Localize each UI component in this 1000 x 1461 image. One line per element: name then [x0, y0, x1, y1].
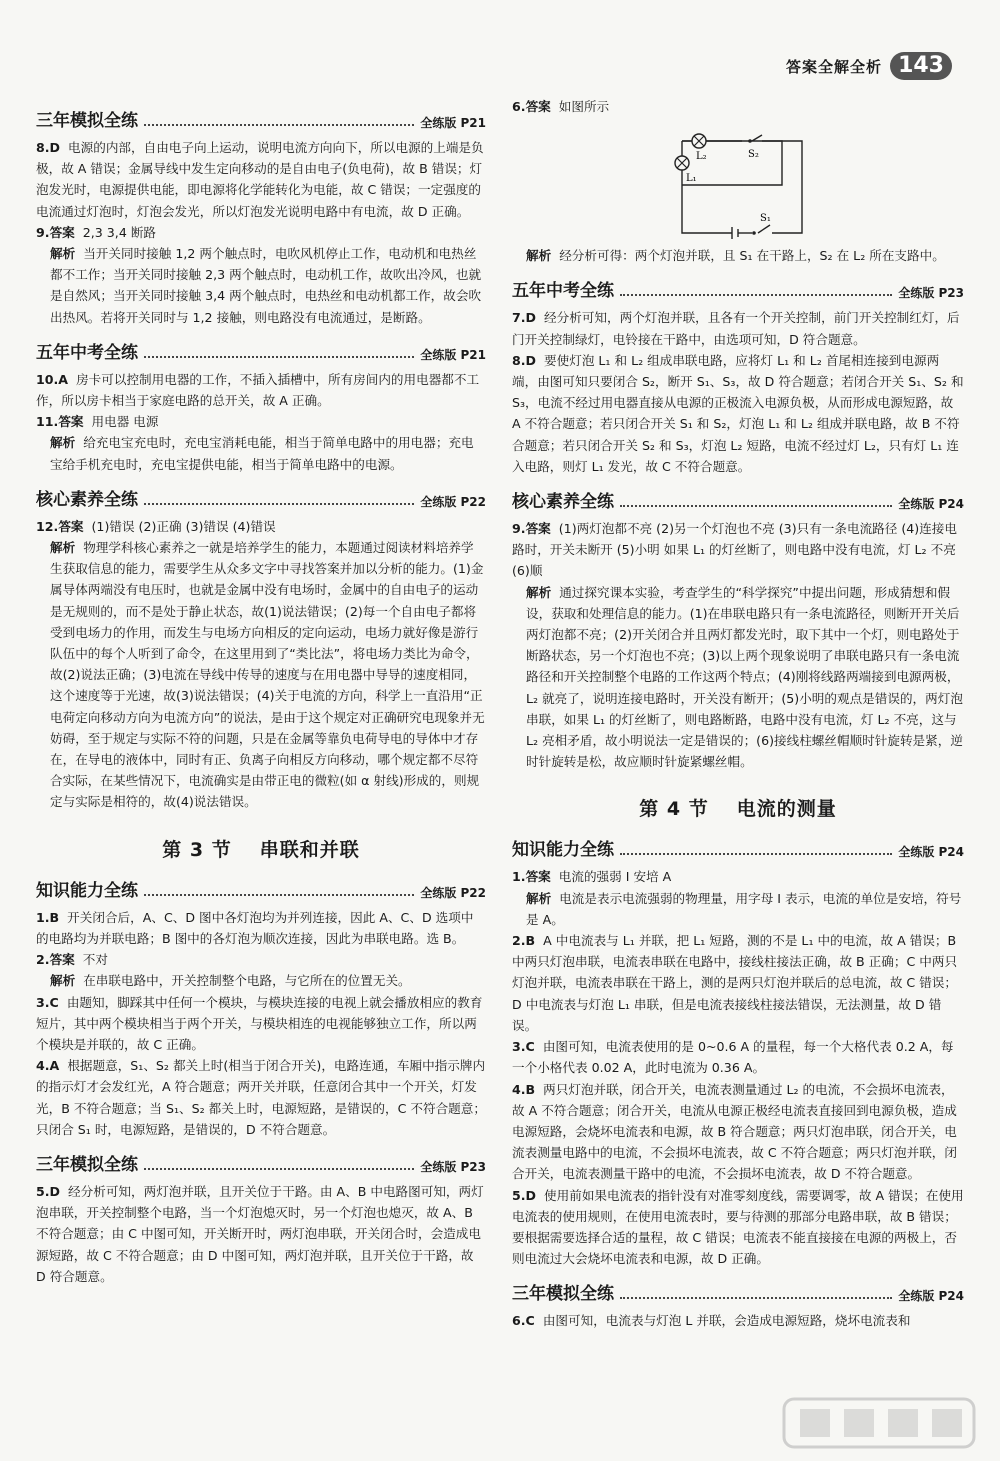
answer-item	[36, 411, 486, 432]
item-text: 开关闭合后，A、C、D 图中各灯泡均为并列连接，因此 A、C、D 选项中的电路均为并联电路；B 图中的各灯泡为顺次连接，因此为串联电路。选 B。	[36, 909, 474, 946]
item-number: 3.C	[36, 994, 59, 1010]
section-page: 全练版 P24	[898, 1289, 964, 1304]
dotted-rule	[620, 853, 892, 855]
item-text: 经分析可知，两灯泡并联，且开关位于干路。由 A、B 中电路图可知，两灯泡串联，开关控制整个电路，当一个灯泡熄灭时，另一个灯泡也熄灭，故 A、B 不符合题意；由 C 中图可知，开关断开时，两灯泡串联，开关闭合时，会造成电源短路，故 C 不符合题意；由 D 中图可知，两灯泡并联，且开关位于干路，故 D 符合题意。	[36, 1183, 484, 1284]
chapter-name: 电流的测量	[736, 798, 837, 821]
item-text: 根据题意，S₁、S₂ 都关上时(相当于闭合开关)，电路连通，车厢中指示牌内的指示灯才会发红光，A 符合题意；两开关并联，任意闭合其中一个开关，灯发光，B 不符合题意；当 S₁、S₂ 都关上时，电源短路，是错误的，C 不符合题意；只闭合 S₁ 时，电源短路，是错误的，D 不符合题意。	[36, 1058, 486, 1137]
item-number: 3.C	[512, 1039, 535, 1055]
section-title: 五年中考全练	[36, 342, 138, 363]
section-header	[512, 835, 964, 860]
answer-item	[36, 1055, 486, 1140]
section-header	[36, 876, 486, 901]
chapter-number: 第 4 节	[639, 798, 709, 821]
explanation	[36, 970, 486, 991]
section-title: 核心素养全练	[36, 489, 138, 510]
answer-item	[36, 369, 486, 411]
header-title: 答案全解全析	[786, 57, 883, 76]
section-header	[36, 485, 486, 510]
dotted-rule	[144, 124, 414, 126]
answer-item	[512, 866, 964, 887]
answer-item	[36, 222, 486, 243]
item-text: 经分析可知，两个灯泡并联，且各有一个开关控制，前门开关控制红灯，后门开关控制绿灯，电铃接在干路中，由选项可知，D 符合题意。	[512, 310, 960, 347]
answer-item	[512, 1185, 964, 1270]
lamp-l2-icon	[692, 134, 706, 148]
dotted-rule	[144, 894, 414, 896]
answer-item	[512, 350, 964, 477]
section-header	[512, 276, 964, 301]
chapter-title	[36, 835, 486, 862]
answer-item	[36, 516, 486, 537]
explanation	[36, 537, 486, 813]
item-number: 7.D	[512, 310, 537, 326]
explanation-text: 在串联电路中，开关控制整个电路，与它所在的位置无关。	[83, 973, 411, 989]
item-number: 8.D	[36, 140, 61, 155]
answer-item	[36, 907, 486, 949]
chapter-number: 第 3 节	[162, 838, 232, 861]
section-title: 三年模拟全练	[512, 1284, 614, 1305]
section-header	[512, 1279, 964, 1304]
item-text: 由题知，脚踩其中任何一个模块，与模块连接的电视上就会播放相应的教育短片，其中两个模块相当于两个开关，与模块相连的电视能够独立工作，所以两个模块是并联的，故 C 正确。	[36, 994, 483, 1052]
item-number: 1.	[512, 869, 526, 885]
item-number: 4.B	[512, 1081, 536, 1097]
lamp-l1-icon	[675, 156, 689, 170]
item-text: 两只灯泡并联，闭合开关，电流表测量通过 L₂ 的电流，不会损坏电流表，故 A 不符合题意；闭合开关，电流从电源正极经电流表直接回到电源负极，造成电源短路，会烧坏电流表和电源，故 B 符合题意；两只灯泡串联，闭合开关，电流表测量电路中的电流，不会损坏电流表，故 C 不符合题意；两只灯泡并联，闭合开关，电流表测量干路中的电流，不会损坏电流表，故 D 不符合题意。	[512, 1081, 957, 1182]
answer-text: 2,3 3,4 断路	[82, 224, 157, 240]
switch-s2-blade	[752, 135, 762, 141]
section-header	[512, 487, 964, 512]
left-column	[36, 96, 486, 1287]
item-text: 由图可知，电流表与灯泡 L 并联，会造成电源短路，烧坏电流表和	[542, 1313, 911, 1329]
explanation	[36, 243, 486, 328]
dotted-rule	[144, 1168, 414, 1170]
answer-label: 答案	[49, 952, 75, 968]
section-header	[36, 1150, 486, 1175]
section-title: 三年模拟全练	[36, 1154, 138, 1175]
answer-label: 答案	[49, 224, 75, 240]
chapter-title	[512, 794, 964, 821]
section-page: 全练版 P24	[898, 497, 964, 512]
explanation	[36, 432, 486, 474]
answer-item	[512, 1310, 964, 1331]
explanation-label: 解析	[50, 973, 76, 989]
item-number: 12.	[36, 518, 59, 534]
section-page: 全练版 P24	[898, 845, 964, 860]
dotted-rule	[620, 505, 892, 507]
item-number: 9.	[36, 224, 50, 240]
answer-text: 如图所示	[558, 99, 610, 114]
item-number: 9.	[512, 521, 526, 537]
answer-label: 答案	[525, 869, 551, 885]
switch-contact	[748, 139, 752, 143]
explanation-label: 解析	[50, 435, 76, 451]
explanation-text: 物理学科核心素养之一就是培养学生的能力，本题通过阅读材料培养学生获取信息的能力，需要学生从众多文字中寻找答案并加以分析的能力。(1)金属导体两端没有电压时，也就是金属中没有电场时，金属中的自由电子的运动是无规则的，而不是处于静止状态，故(1)说法错误；(2)每一个自由电子都将受到电场力的作用，而发生与电场方向相反的定向运动，电场力就好像是游行队伍中的每个人听到了命令，在这里用到了“类比法”，将电场力类比为命令，故(2)说法正确；(3)电流在导线中传导的速度与在用电器中导导的速度相同，这个速度等于光速，故(3)说法错误；(4)关于电流的方向，科学上一直沿用“正电荷定向移动方向为电流方向”的说法，是由于这个规定对正确研究电现象并无妨碍，至于规定与实际不符的问题，只是在金属等靠负电荷导电的导体中才存在，在导电的液体中，同时有正、负离子向相反方向移动，哪个规定都不尽符合实际，在某些情况下，电流确实是由带正电的微粒(如 α 射线)形成的，则规定与实际是相符的，故(4)说法错误。	[50, 540, 485, 810]
section-title: 知识能力全练	[36, 880, 138, 901]
answer-item	[512, 1036, 964, 1078]
answer-text: (1)错误 (2)正确 (3)错误 (4)错误	[91, 518, 276, 534]
explanation-label: 解析	[50, 540, 76, 556]
answer-label: 答案	[58, 414, 84, 430]
right-column	[512, 96, 964, 1332]
explanation-label: 解析	[526, 890, 552, 906]
answer-item	[512, 518, 964, 582]
dotted-rule	[620, 294, 892, 296]
explanation	[512, 582, 964, 773]
answer-item	[512, 1079, 964, 1185]
item-text: A 中电流表与 L₁ 并联，把 L₁ 短路，测的不是 L₁ 中的电流，故 A 错误；B 中两只灯泡串联，电流表串联在电路中，接线柱接法正确，故 B 正确；C 中两只灯泡并联，电流表串联在干路上，测的是两只灯泡并联后的总电流，故 C 错误；D 中电流表与灯泡 L₁ 串联，但是电流表接线柱接法错误，无法测量，故 D 错误。	[512, 933, 958, 1033]
answer-label: 答案	[525, 521, 551, 537]
explanation-text: 给充电宝充电时，充电宝消耗电能，相当于简单电路中的用电器；充电宝给手机充电时，充电宝提供电能，相当于简单电路中的电源。	[50, 435, 474, 472]
section-page: 全练版 P22	[420, 494, 486, 509]
section-title: 知识能力全练	[512, 840, 614, 861]
item-number: 10.A	[36, 371, 69, 387]
item-number: 8.D	[512, 352, 537, 368]
answer-label: 答案	[525, 99, 551, 114]
answer-item	[512, 307, 964, 349]
explanation-text: 电流是表示电流强弱的物理量，用字母 I 表示，电流的单位是安培，符号是 A。	[526, 890, 962, 927]
item-number: 2.B	[512, 933, 536, 949]
item-text: 由图可知，电流表使用的是 0~0.6 A 的量程，每一个大格代表 0.2 A，每一个小格代表 0.02 A，此时电流为 0.36 A。	[512, 1039, 954, 1076]
section-page: 全练版 P23	[898, 286, 964, 301]
answer-text: 不对	[82, 952, 108, 968]
item-text: 使用前如果电流表的指针没有对准零刻度线，需要调零，故 A 错误；在使用电流表的使用规则，在使用电流表时，要与待测的那部分电路串联，故 B 错误；要根据需要选择合适的量程，故 C 错误；电流表不能直接接在电源的两极上，否则电流过大会烧坏电流表和电源，故 D 正确。	[512, 1187, 964, 1267]
explanation-label: 解析	[526, 584, 552, 600]
item-text: 电源的内部，自由电子向上运动，说明电流方向向下，所以电源的上端是负极，故 A 错误；金属导线中发生定向移动的是自由电子(负电荷)，故 B 错误；灯泡发光时，电源提供电能，即电源将化学能转化为电能，故 C 错误；一定强度的电流通过灯泡时，灯泡会发光，所以灯泡发光说明电路中有电流，故 D 正确。	[36, 140, 484, 219]
item-text: 房卡可以控制用电器的工作，不插入插槽中，所有房间内的用电器都不工作，所以房卡相当于家庭电路的总开关，故 A 正确。	[36, 371, 480, 409]
section-title: 核心素养全练	[512, 492, 614, 513]
item-number: 4.A	[36, 1058, 60, 1074]
answer-label: 答案	[58, 518, 84, 534]
item-number: 11.	[36, 414, 59, 430]
section-page: 全练版 P22	[420, 885, 486, 900]
label-l1: L₁	[686, 173, 697, 185]
dotted-rule	[144, 356, 414, 358]
section-page: 全练版 P23	[420, 1159, 486, 1174]
label-l2: L₂	[696, 151, 707, 163]
explanation-label: 解析	[50, 246, 76, 262]
answer-item	[36, 949, 486, 970]
section-header	[36, 338, 486, 363]
answer-text: 电流的强弱 I 安培 A	[558, 869, 672, 885]
answer-item	[36, 137, 486, 222]
answer-item	[36, 1181, 486, 1287]
switch-contact	[752, 231, 756, 235]
label-s2: S₂	[748, 149, 759, 161]
label-s1: S₁	[760, 213, 771, 225]
item-number: 5.D	[36, 1183, 61, 1199]
dotted-rule	[620, 1297, 892, 1299]
explanation-text: 通过探究课本实验，考查学生的“科学探究”中提出问题，形成猜想和假设，获取和处理信息的能力。(1)在串联电路只有一条电流路径，则断开开关后两灯泡都不亮；(2)开关闭合并且两灯都发光时，取下其中一个灯，则电路处于断路状态，另一个灯泡也不亮；(3)以上两个现象说明了串联电路只有一条电流路径和开关控制整个电路的工作这两个特点；(4)刚将线路两端接到电源两极，L₂ 就亮了，说明连接电路时，开关没有断开；(5)小明的观点是错误的，两灯泡串联，如果 L₁ 的灯丝断了，则电路断路，电路中没有电流，灯 L₂ 不亮，这与 L₂ 亮相矛盾，故小明说法一定是错误的；(6)接线柱螺丝帽顺时针旋转是紧，逆时针旋转是松，故应顺时针旋紧螺丝帽。	[526, 584, 963, 770]
circuit-diagram	[662, 121, 812, 241]
section-title: 五年中考全练	[512, 281, 614, 302]
chapter-name: 串联和并联	[259, 838, 360, 861]
item-number: 2.	[36, 952, 50, 968]
wire	[682, 141, 732, 233]
answer-text: (1)两灯泡都不亮 (2)另一个灯泡也不亮 (3)只有一条电流路径 (4)连接电路时，开关未断开 (5)小明 如果 L₁ 的灯丝断了，则电路中没有电流，灯 L₂ 不亮 (6)顺	[512, 521, 957, 579]
item-number: 6.	[512, 99, 526, 114]
section-header	[36, 106, 486, 131]
item-number: 5.D	[512, 1187, 537, 1203]
answer-item	[512, 930, 964, 1036]
page-number: 143	[890, 52, 952, 80]
section-page: 全练版 P21	[420, 116, 486, 130]
answer-text: 用电器 电源	[91, 414, 159, 430]
item-number: 1.B	[36, 909, 60, 925]
explanation	[512, 245, 964, 266]
watermark-logo	[780, 1393, 980, 1453]
section-page: 全练版 P21	[420, 347, 486, 362]
explanation-label: 解析	[526, 248, 552, 264]
section-title: 三年模拟全练	[36, 111, 138, 131]
item-number: 6.C	[512, 1313, 535, 1329]
explanation-text: 经分析可得：两个灯泡并联，且 S₁ 在干路上，S₂ 在 L₂ 所在支路中。	[559, 248, 945, 264]
explanation	[512, 888, 964, 930]
switch-s1-blade	[758, 225, 770, 233]
battery-icon	[732, 227, 738, 239]
answer-item	[512, 96, 964, 117]
answer-item	[36, 992, 486, 1056]
dotted-rule	[144, 503, 414, 505]
item-text: 要使灯泡 L₁ 和 L₂ 组成串联电路，应将灯 L₁ 和 L₂ 首尾相连接到电源两端，由图可知只要闭合 S₂，断开 S₁、S₃，故 D 符合题意；若闭合开关 S₁、S₂ 和 S₃，电流不经过用电器直接从电源的正极流入电源负极，从而形成电源短路，故 A 不符合题意；若只闭合开关 S₁ 和 S₂，灯泡 L₁ 和 L₂ 组成并联电路，故 B 不符合题意；若只闭合开关 S₂ 和 S₃，灯泡 L₂ 短路，电流不经过灯 L₂，只有灯 L₁ 连入电路，则灯 L₁ 发光，故 C 不符合题意。	[512, 352, 964, 474]
explanation-text: 当开关同时接触 1,2 两个触点时，电吹风机停止工作，电动机和电热丝都不工作；当开关同时接触 2,3 两个触点时，电动机工作，故吹出冷风，也就是自然风；当开关同时接触 3,4 两个触点时，电热丝和电动机都工作，故会吹出热风。若将开关同时与 1,2 接触，则电路没有电流通过，是断路。	[50, 246, 482, 325]
page-header	[786, 52, 952, 80]
